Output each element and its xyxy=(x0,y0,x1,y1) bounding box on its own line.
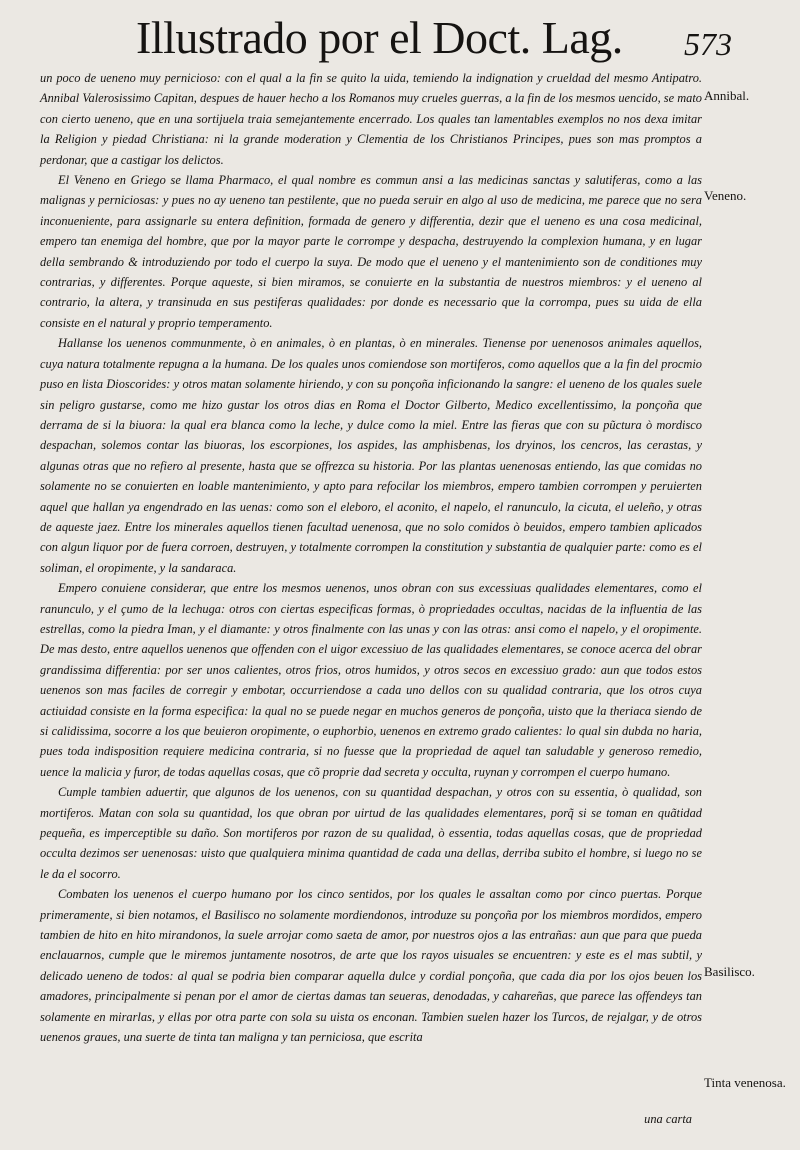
page-number: 573 xyxy=(684,26,732,62)
body-text xyxy=(40,68,702,1048)
paragraph: un poco de ueneno muy pernicioso: con el qual a la fin se quito la uida, temiendo la indignation y crueldad del mesmo Antipatro. Annibal Valerosissimo Capitan, despues de hauer hecho a los Romanos muy crueles guerras, a la fin de los mesmos uencido, se mato con cierto ueneno, que en una sortijuela traia semejantemente encerrado. Los quales tan lamentables exemplos no nos dexa imitar la Religion y piedad Christiana: ni la grande moderation y Clementia de los Christianos Principes, pues son mas promptos a perdonar, que a castigar los delictos. xyxy=(40,71,702,167)
margin-note-veneno: Veneno. xyxy=(704,188,747,203)
paragraph: Hallanse los uenenos communmente, ò en animales, ò en plantas, ò en minerales. Tienense por uenenosos animales aquellos, cuya natura totalmente repugna a la humana. De los quales unos comiendose son mortiferos, como aquellos que a la fin del procmio puso en lista Dioscorides: y otros matan solamente hiriendo, y con su ponçoña inficionando la sangre: el ueneno de los quales suele sin peligro gustarse, como me hizo gustar los otros dias en Roma el Doctor Gilberto, Medico excellentissimo, la ponçoña que derrama de si la biuora: la qual era blanca como la leche, y dulce como la miel. Entre las fieras que con su pũctura ò mordisco despachan, solemos contar las biuoras, los escorpiones, los aspides, las amphisbenas, los dryinos, los cencros, las cerastas, y algunas otras que no refiero al presente, hasta que se offrezca su historia. Por las plantas uenenosas entiendo, las que comidas no solamente no se conuierten en loable mantenimiento, y apto para refocilar los miembros, empero tambien corrompen y peruierten aquel que hallan ya engendrado en las uenas: como son el eleboro, el aconito, el napelo, el ranunculo, la cicuta, el ueleño, y otras de aqueste jaez. Entre los minerales aquellos tienen facultad uenenosa, que no solo comidos ò beuidos, empero tambien aplicados con algun liquor por de fuera corroen, destruyen, y totalmente corrompen la constitution y substantia de qualquier parte: como es el soliman, el oropimente, y la sandaraca. xyxy=(40,336,702,575)
paragraph: El Veneno en Griego se llama Pharmaco, el qual nombre es commun ansi a las medicinas sanctas y salutiferas, como a las malignas y perniciosas: y pues no ay ueneno tan pestilente, que no pueda seruir en algo al uso de medicina, me parece que no sera inconueniente, para assignarle su entera definition, formada de genero y differentia, dezir que el ueneno es una cosa medicinal, empero tan enemiga del hombre, que por la mayor parte le corrompe y despacha, destruyendo la complexion humana, y en lugar della sembrando & introduziendo por todo el cuerpo la suya. De modo que el ueneno y el mantenimiento son de conditiones muy contrarias, y differentes. Porque aqueste, si bien miramos, se conuierte en la substantia de nuestros miembros: y el ueneno al contrario, la altera, y transinuda en sus pestiferas qualidades: por donde es necessario que la corrompa, pues su uida de ella consiste en el natural y proprio temperamento. xyxy=(40,173,702,330)
page-header xyxy=(40,8,740,74)
margin-note-basilisco: Basilisco. xyxy=(704,964,755,979)
paragraph: Empero conuiene considerar, que entre los mesmos uenenos, unos obran con sus excessiuas qualidades elementares, como el ranunculo, y el çumo de la lechuga: otros con ciertas especificas formas, ò propriedades occultas, nacidas de la influentia de las estrellas, como la piedra Iman, y el diamante: y otros finalmente con las unas y con las otras: ansi como el napelo, y el oropimente. De mas desto, entre aquellos uenenos que offenden con el uigor excessiuo de las qualidades elementares, se conoce acerca del obrar grandissima differentia: por ser unos calientes, otros frios, otros humidos, y otros secos en excessiuo grado: aun que todos estos uenenos son mas faciles de corregir y embotar, occurriendose a cada uno dellos con su qualidad contraria, que los otros cuya actiuidad consiste en la forma especifica: la qual no se puede negar en muchos generos de ponçoña, uisto que la theriaca siendo de si calidissima, socorre a los que beuieron oropimente, o euphorbio, uenenos en extremo grado calientes: lo qual sin dubda no haria, pues toda indisposition requiere medicina contraria, si no fuesse que la propriedad de aquel tan saludable y generoso remedio, uence la malicia y furor, de todas aquellas cosas, que cõ proprie dad secreta y occulta, ruynan y corrompen el cuerpo humano. xyxy=(40,581,702,779)
paragraph: Combaten los uenenos el cuerpo humano por los cinco sentidos, por los quales le assaltan como por cinco puertas. Porque primeramente, si bien notamos, el Basilisco no solamente mordiendonos, introduze su ponçoña por los miembros mordidos, empero tambien de hito en hito mirandonos, la suele arrojar como saeta de amor, por nuestros ojos a las entrañas: aun que para que pueda enclauarnos, cumple que le miremos juntamente nosotros, de arte que los rayos uisuales se encuentren: y este es el mas subtil, y delicado ueneno de todos: al qual se podria bien comparar aquella dulce y cordial ponçoña, que cada dia por los ojos beuen los amadores, principalmente si penan por el amor de ciertas damas tan seueras, denodadas, y cahareñas, que parece las offendeys tan solamente en mirarlas, y ellas por otra parte con sola su uista os enconan. Tambien suelen hazer los Turcos, de rejalgar, y de otros uenenos graues, una suerte de tinta tan maligna y tan perniciosa, que escrita xyxy=(40,887,702,1045)
margin-note-annibal: Annibal. xyxy=(704,88,750,103)
running-title: Illustrado por el Doct. Lag. xyxy=(136,12,623,63)
paragraph: Cumple tambien aduertir, que algunos de los uenenos, con su quantidad despachan, y otros con su essentia, ò qualidad, son mortiferos. Matan con sola su quantidad, los que obran por uirtud de las qualidades elementares, porq̃ si se toman en quãtidad pequeña, es imperceptible su daño. Son mortiferos por razon de su qualidad, ò essentia, todas aquellas cosas, que de propriedad occulta dezimos ser uenenosas: uisto que qualquiera minima quantidad de cada una dellas, derriba subito el hombre, si luego no se le da el socorro. xyxy=(40,785,702,881)
margin-note-tinta: Tinta venenosa. xyxy=(704,1075,786,1090)
catchword: una carta xyxy=(644,1112,692,1126)
